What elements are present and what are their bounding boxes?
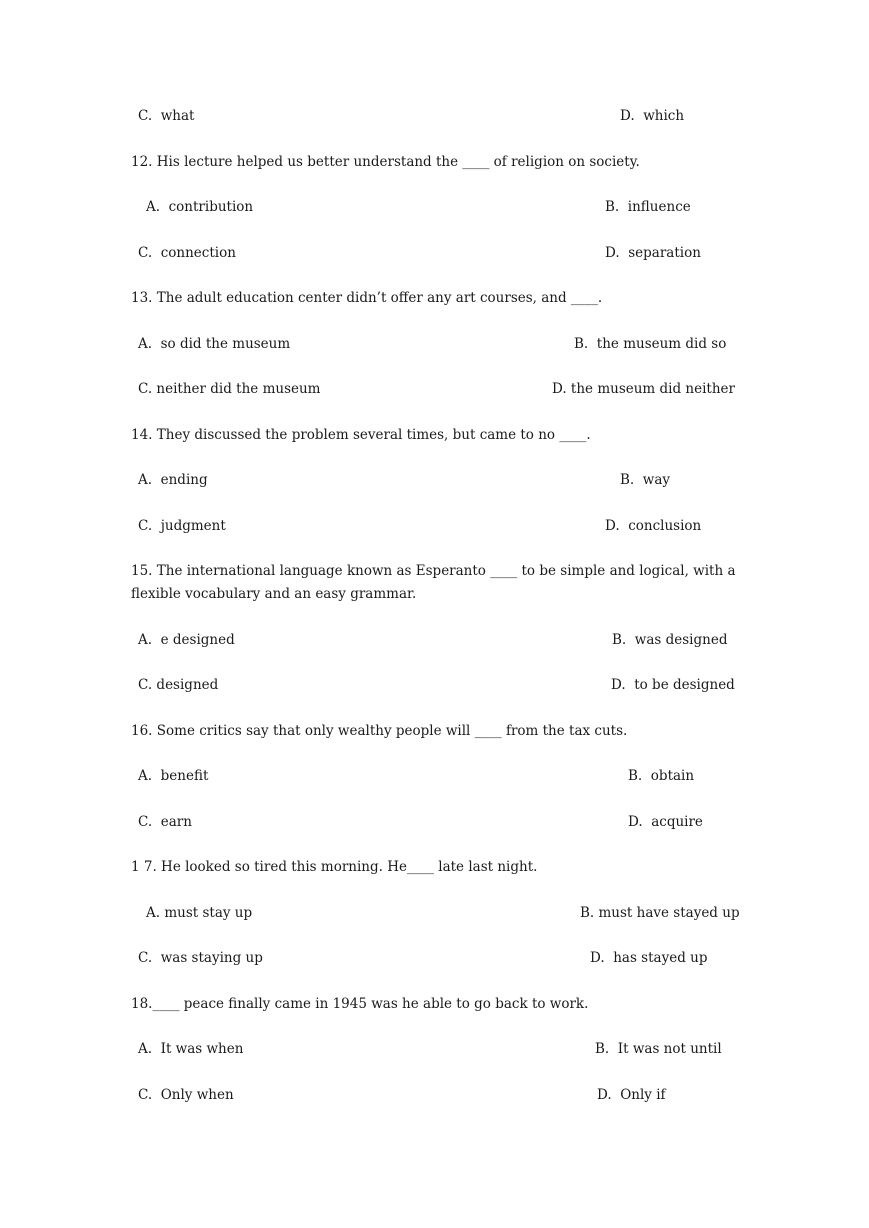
q15-option-b: B. was designed xyxy=(612,632,728,648)
q16-option-c: C. earn xyxy=(138,814,192,830)
q13-option-a: A. so did the museum xyxy=(138,336,291,352)
q15-option-c: C. designed xyxy=(138,677,219,693)
q17-option-b: B. must have stayed up xyxy=(580,905,740,921)
q14-option-c: C. judgment xyxy=(138,518,226,534)
q15-option-d: D. to be designed xyxy=(611,677,735,693)
q17-option-a: A. must stay up xyxy=(146,905,253,921)
q12-stem: 12. His lecture helped us better understand the ____ of religion on society. xyxy=(131,154,640,170)
q15-stem: 15. The international language known as Esperanto ____ to be simple and logical, with a flexible vocabulary and an easy grammar. xyxy=(131,563,736,602)
q13-option-c: C. neither did the museum xyxy=(138,381,321,397)
q12-option-c: C. connection xyxy=(138,245,236,261)
q14-option-d: D. conclusion xyxy=(605,518,702,534)
q18-option-c: C. Only when xyxy=(138,1087,234,1103)
q11-option-c: C. what xyxy=(138,108,195,124)
q18-option-d: D. Only if xyxy=(597,1087,666,1103)
q18-stem: 18.____ peace finally came in 1945 was he able to go back to work. xyxy=(131,996,589,1012)
q18-option-a: A. It was when xyxy=(138,1041,244,1057)
q12-option-b: B. influence xyxy=(605,199,691,215)
q16-option-a: A. benefit xyxy=(138,768,209,784)
q16-option-b: B. obtain xyxy=(628,768,695,784)
q12-option-a: A. contribution xyxy=(146,199,254,215)
q16-stem: 16. Some critics say that only wealthy people will ____ from the tax cuts. xyxy=(131,723,628,739)
q18-option-b: B. It was not until xyxy=(595,1041,722,1057)
q12-option-d: D. separation xyxy=(605,245,701,261)
q17-option-c: C. was staying up xyxy=(138,950,263,966)
q13-option-d: D. the museum did neither xyxy=(552,381,735,397)
q17-option-d: D. has stayed up xyxy=(590,950,708,966)
q13-option-b: B. the museum did so xyxy=(574,336,727,352)
q15-option-a: A. e designed xyxy=(138,632,235,648)
q13-stem: 13. The adult education center didn’t offer any art courses, and ____. xyxy=(131,290,603,306)
q14-option-a: A. ending xyxy=(138,472,208,488)
q14-stem: 14. They discussed the problem several times, but came to no ____. xyxy=(131,427,591,443)
q17-stem: 1 7. He looked so tired this morning. He____ late last night. xyxy=(131,859,538,875)
q16-option-d: D. acquire xyxy=(628,814,703,830)
q11-option-d: D. which xyxy=(620,108,685,124)
q14-option-b: B. way xyxy=(620,472,671,488)
